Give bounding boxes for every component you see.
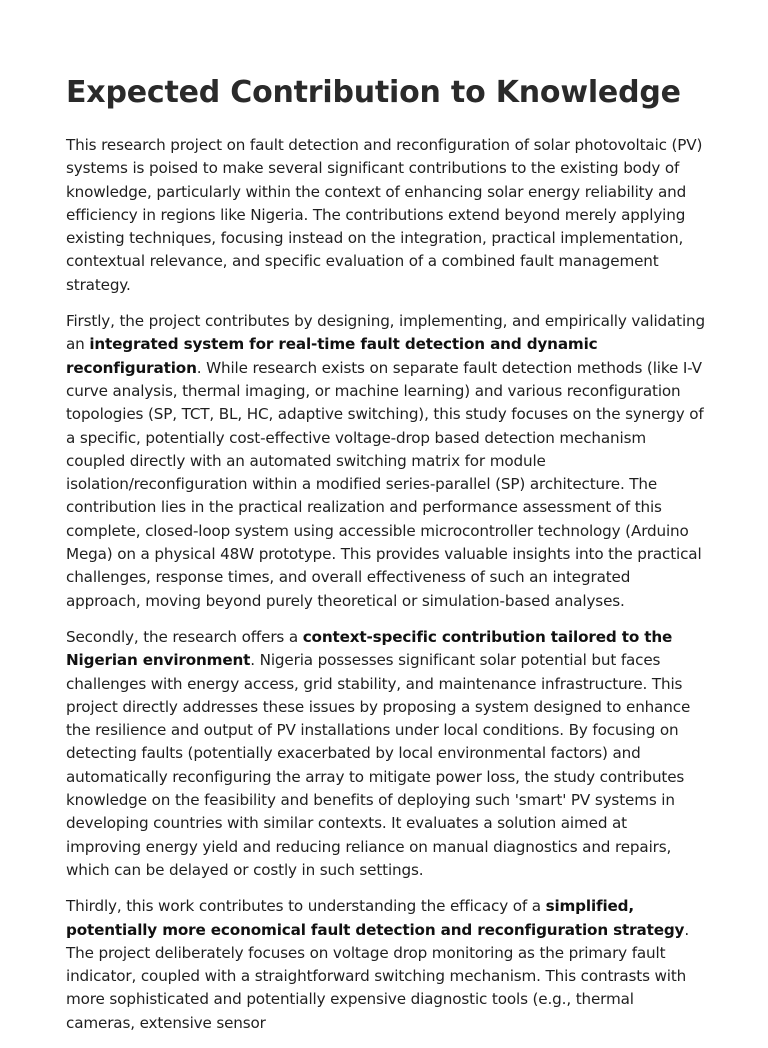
paragraph-secondly: [66, 626, 706, 882]
paragraph-firstly-lead: Firstly, the project contributes by designing, implementing, and empirically validating an: [66, 312, 706, 354]
paragraph-thirdly: [66, 895, 706, 1035]
paragraph-secondly-body: . Nigeria possesses significant solar potential but faces challenges with energy access, grid stability, and maintenance infrastructure. This project directly addresses these issues by proposing a system designed to enhance the resilience and output of PV installations under local conditions. By focusing on detecting faults (potentially exacerbated by local environmental factors) and automatically reconfiguring the array to mitigate power loss, the study contributes knowledge on the feasibility and benefits of deploying such 'smart' PV systems in developing countries with similar contexts. It evaluates a solution aimed at improving energy yield and reducing reliance on manual diagnostics and repairs, which can be delayed or costly in such settings.: [66, 651, 691, 879]
paragraph-secondly-emphasis: context-specific contribution tailored to the Nigerian environment: [66, 627, 673, 670]
document-page: [66, 70, 706, 1048]
paragraph-thirdly-emphasis: simplified, potentially more economical fault detection and reconfiguration strategy: [66, 897, 685, 939]
paragraph-firstly-emphasis: integrated system for real-time fault detection and dynamic reconfiguration: [66, 335, 598, 377]
paragraph-thirdly-lead: Thirdly, this work contributes to understanding the efficacy of a: [66, 897, 546, 916]
paragraph-firstly: [66, 310, 706, 613]
paragraph-firstly-body: . While research exists on separate fault detection methods (like I-V curve analysis, thermal imaging, or machine learning) and various reconfiguration topologies (SP, TCT, BL, HC, adaptive switching), this study focuses on the synergy of a specific, potentially cost-effective voltage-drop based detection mechanism coupled directly with an automated switching matrix for module isolation/reconfiguration within a modified series-parallel (SP) architecture. The contribution lies in the practical realization and performance assessment of this complete, closed-loop system using accessible microcontroller technology (Arduino Mega) on a physical 48W prototype. This provides valuable insights into the practical challenges, response times, and overall effectiveness of such an integrated approach, moving beyond purely theoretical or simulation-based analyses.: [66, 358, 704, 610]
paragraph-intro-text: This research project on fault detection and reconfiguration of solar photovoltaic (PV) systems is poised to make several significant contributions to the existing body of knowledge, particularly within the context of enhancing solar energy reliability and efficiency in regions like Nigeria. The contributions extend beyond merely applying existing techniques, focusing instead on the integration, practical implementation, contextual relevance, and specific evaluation of a combined fault management strategy.: [66, 136, 703, 294]
page-title: Expected Contribution to Knowledge: [66, 75, 681, 110]
paragraph-secondly-lead: Secondly, the research offers a: [66, 627, 303, 646]
paragraph-intro: [66, 134, 706, 297]
paragraph-thirdly-body: . The project deliberately focuses on voltage drop monitoring as the primary fault indicator, coupled with a straightforward switching mechanism. This contrasts with more sophisticated and potentially expensive diagnostic tools (e.g., thermal cameras, extensive sensor: [66, 920, 689, 1032]
